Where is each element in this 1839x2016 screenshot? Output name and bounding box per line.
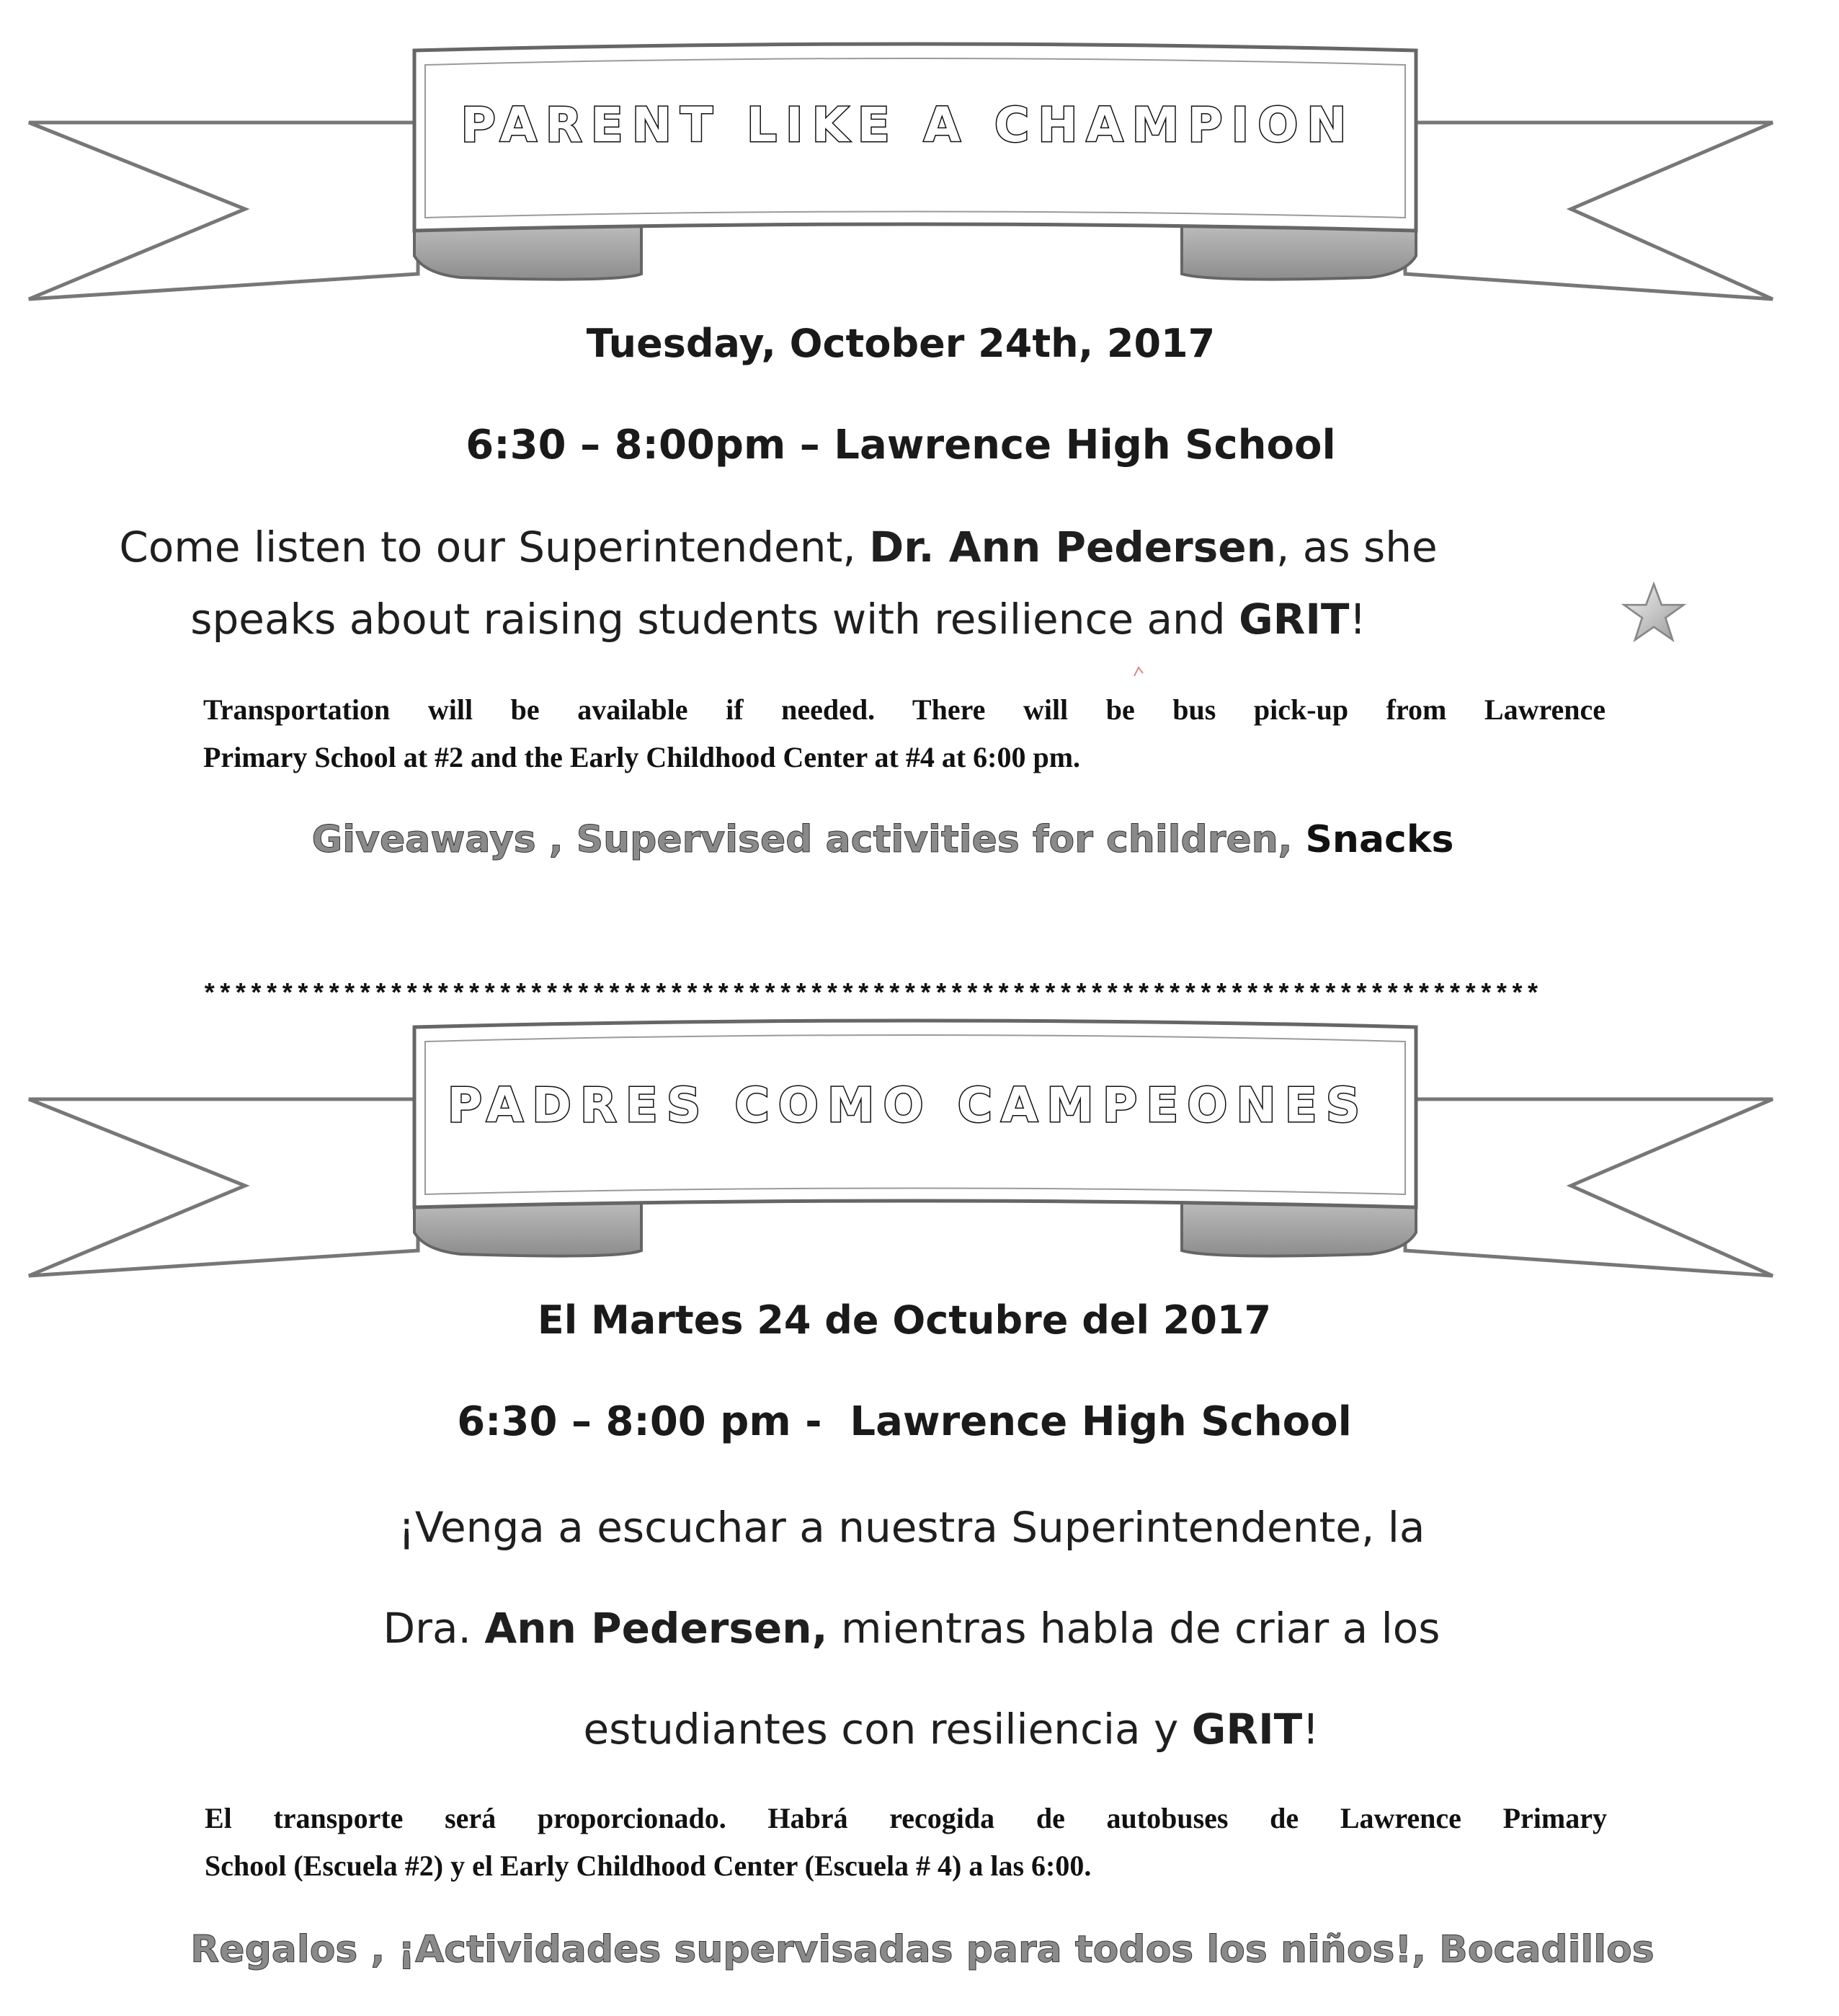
english-lead-text: ! (1349, 595, 1366, 644)
spanish-lead-text: ! (1302, 1705, 1319, 1754)
english-banner-title: PARENT LIKE A CHAMPION (460, 97, 1355, 153)
spanish-transport-line-2: School (Escuela #2) y el Early Childhood Center (Escuela # 4) a las 6:00. (205, 1850, 1092, 1882)
english-lead-text: Come listen to our Superintendent, (119, 523, 870, 572)
english-event-date: Tuesday, October 24th, 2017 (586, 321, 1216, 366)
english-transport-note (203, 686, 1606, 781)
spanish-transport-note (205, 1795, 1607, 1890)
giveaways-text: Giveaways , (311, 818, 576, 861)
spanish-time-location: 6:30 – 8:00 pm - Lawrence High School (457, 1398, 1352, 1445)
spanish-event-date: El Martes 24 de Octubre del 2017 (537, 1297, 1272, 1343)
spanish-extras: Regalos , ¡Actividades supervisadas para todos los niños!, Bocadillos (190, 1928, 1655, 1971)
english-lead-text: , as she (1275, 523, 1438, 572)
ribbon-banner-icon (0, 1005, 1839, 1294)
english-lead-text: speaks about raising students with resilience and (190, 595, 1239, 644)
superintendent-name: Ann Pedersen, (484, 1604, 828, 1653)
english-transport-line-2: Primary School at #2 and the Early Childhood Center at #4 at 6:00 pm. (203, 741, 1081, 773)
english-transport-line-1: Transportation will be available if needed. There will be bus pick-up from Lawrence (203, 693, 1606, 726)
spanish-lead-text: Dra. (383, 1604, 485, 1653)
spanish-lead-text: estudiantes con resiliencia y (583, 1705, 1192, 1754)
ribbon-banner-icon (0, 29, 1839, 317)
spanish-ribbon-banner (0, 1005, 1839, 1294)
english-time-location: 6:30 – 8:00pm – Lawrence High School (466, 422, 1336, 469)
superintendent-name: Dr. Ann Pedersen (869, 523, 1276, 572)
english-ribbon-banner (0, 29, 1839, 317)
spanish-lead-line-1: ¡Venga a escuchar a nuestra Superintendente, la (398, 1503, 1425, 1552)
spanish-lead-text: mientras habla de criar a los (827, 1604, 1441, 1653)
grit-emphasis: GRIT (1239, 595, 1350, 644)
activities-text: Supervised activities for children, (576, 818, 1306, 861)
spanish-banner-title: PADRES COMO CAMPEONES (447, 1078, 1369, 1133)
english-lead-line-1 (0, 523, 1557, 572)
grit-emphasis: GRIT (1191, 1705, 1303, 1754)
asterisk-divider: ************************************************************************************** (202, 980, 1541, 1010)
spanish-lead-line-2 (0, 1604, 1823, 1653)
english-extras (0, 818, 1765, 861)
spanish-transport-line-1: El transporte será proporcionado. Habrá recogida de autobuses de Lawrence Primary (205, 1802, 1607, 1834)
star-icon (1621, 580, 1686, 645)
snacks-text: Snacks (1305, 818, 1454, 861)
english-lead-line-2 (0, 595, 1557, 644)
spanish-lead-line-3 (0, 1705, 1839, 1754)
speck-mark (1131, 665, 1146, 679)
